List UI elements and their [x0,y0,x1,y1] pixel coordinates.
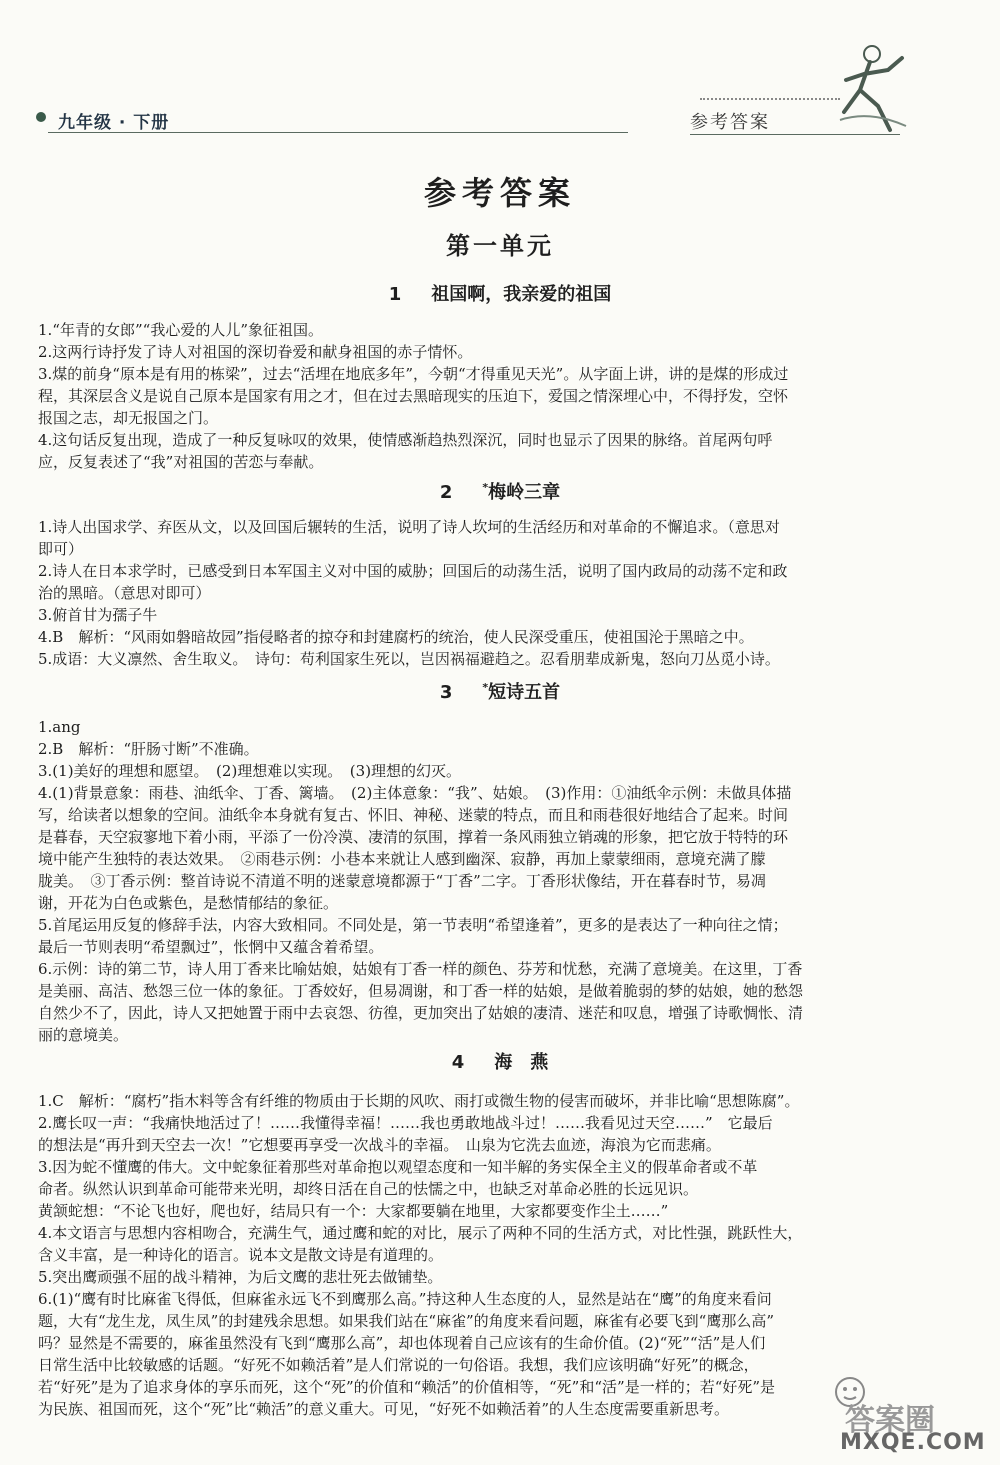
answer-line: 题，大有“龙生龙，凤生凤”的封建残余思想。如果我们站在“麻雀”的角度来看问题，麻雀有必要飞到“鹰那么高” [38,1312,775,1330]
page-header [0,0,1000,150]
answer-line: 自然少不了，因此，诗人又把她置于雨中去哀怨、彷徨，更加突出了姑娘的凄清、迷茫和叹息，增强了诗歌惆怅、清 [38,1004,804,1022]
watermark-logo-text: 答案圈 [845,1403,935,1438]
answer-line: 丽的意境美。 [38,1026,129,1044]
grade-label: 九年级 · 下册 [58,113,170,133]
answer-line: 5.成语：大义凛然、舍生取义。 诗句：苟利国家生死以，岂因祸福避趋之。忍看朋辈成新鬼，怒向刀丛觅小诗。 [38,650,780,668]
answer-line: 吗？显然是不需要的，麻雀虽然没有飞到“鹰那么高”，却也体现着自己应该有的生命价值。(2)“死”“活”是人们 [38,1334,766,1352]
answer-line: 3.因为蛇不懂鹰的伟大。文中蛇象征着那些对革命抱以观望态度和一知半解的务实保全主义的假革命者或不革 [38,1158,758,1176]
section-title-4: 4 海 燕 [451,1052,549,1073]
answer-line: 2.诗人在日本求学时，已感受到日本军国主义对中国的威胁；回国后的动荡生活，说明了国内政局的动荡不定和政 [38,562,788,580]
answer-line: 是暮春，天空寂寥地下着小雨，平添了一份冷漠、凄清的氛围，撑着一条风雨独立销魂的形象，把它放于特特的环 [38,828,789,846]
answer-block-3 [38,716,918,1046]
answer-line: 命者。纵然认识到革命可能带来光明，却终日活在自己的怯懦之中，也缺乏对革命必胜的长远见识。 [38,1180,699,1198]
answer-line: 2.这两行诗抒发了诗人对祖国的深切眷爱和献身祖国的赤子情怀。 [38,343,473,361]
answer-line: 3.煤的前身“原本是有用的栋梁”，过去“活埋在地底多年”，今朝“才得重见天光”。从字面上讲，讲的是煤的形成过 [38,365,789,383]
answer-line: 日常生活中比较敏感的话题。“好死不如赖活着”是人们常说的一句俗语。我想，我们应该明确“好死”的概念， [38,1356,759,1374]
answer-line: 6.(1)“鹰有时比麻雀飞得低，但麻雀永远飞不到鹰那么高。”持这种人生态度的人，显然是站在“鹰”的角度来看问 [38,1290,772,1308]
watermark-url: MXQE.COM [840,1430,986,1455]
answer-line: 3.(1)美好的理想和愿望。 (2)理想难以实现。 (3)理想的幻灭。 [38,762,462,780]
answer-line: 1.ang [38,718,81,736]
answer-line: 的想法是“再升到天空去一次！”它想要再享受一次战斗的幸福。 山泉为它洗去血迹，海浪为它而悲痛。 [38,1136,721,1154]
answer-line: 黄颔蛇想：“不论飞也好，爬也好，结局只有一个：大家都要躺在地里，大家都要变作尘土……” [38,1202,669,1220]
answer-line: 5.首尾运用反复的修辞手法，内容大致相同。不同处是，第一节表明“希望逢着”，更多的是表达了一种向往之情； [38,916,788,934]
answer-line: 4.B 解析：“风雨如磐暗故园”指侵略者的掠夺和封建腐朽的统治，使人民深受重压，使祖国沦于黑暗之中。 [38,628,754,646]
page-title: 参考答案 [423,174,576,212]
answer-line: 程，其深层含义是说自己原本是国家有用之才，但在过去黑暗现实的压迫下，爱国之情深埋心中，不得抒发，空怀 [38,387,789,405]
answer-line: 2.鹰长叹一声：“我痛快地活过了！……我懂得幸福！……我也勇敢地战斗过！……我看见过天空……” 它最后 [38,1114,773,1132]
answer-block-2 [38,516,918,670]
header-rule-left [48,132,628,133]
answer-line: 3.俯首甘为孺子牛 [38,606,158,624]
answer-line: 应，反复表述了“我”对祖国的苦恋与奉献。 [38,453,324,471]
answer-line: 为民族、祖国而死，这个“死”比“赖活”的意义重大。可见，“好死不如赖活着”的人生态度需要重新思考。 [38,1400,730,1418]
answer-line: 2.B 解析：“肝肠寸断”不准确。 [38,740,259,758]
answer-line: 治的黑暗。（意思对即可） [38,584,211,602]
answer-block-1 [38,319,918,473]
header-dotted-rule [700,98,840,100]
answer-line: 写，给读者以想象的空间。油纸伞本身就有复古、怀旧、神秘、迷蒙的特点，而且和雨巷很好地结合了起来。时间 [38,806,789,824]
header-section-label: 参考答案 [690,112,770,133]
section-title-3: 3 *短诗五首 [439,681,561,703]
answer-line: 报国之志，却无报国之门。 [38,409,219,427]
answer-line: 胧美。 ③丁香示例：整首诗说不清道不明的迷蒙意境都源于“丁香”二字。丁香形状像结，开在暮春时节，易凋 [38,872,766,890]
answer-line: 1.“年青的女郎”“我心爱的人儿”象征祖国。 [38,321,323,339]
answer-block-4 [38,1090,918,1420]
answer-line: 6.示例：诗的第二节，诗人用丁香来比喻姑娘，姑娘有丁香一样的颜色、芬芳和忧愁，充满了意境美。在这里，丁香 [38,960,803,978]
answer-line: 含义丰富，是一种诗化的语言。说本文是散文诗是有道理的。 [38,1246,444,1264]
answer-line: 境中能产生独特的表达效果。 ②雨巷示例：小巷本来就让人感到幽深、寂静，再加上蒙蒙细雨，意境充满了朦 [38,850,766,868]
unit-title: 第一单元 [446,231,554,260]
runner-figure-icon [830,40,910,135]
section-title-2: 2 *梅岭三章 [439,481,561,503]
answer-line: 4.本文语言与思想内容相吻合，充满生气，通过鹰和蛇的对比，展示了两种不同的生活方式，对比性强，跳跃性大， [38,1224,803,1242]
answer-line: 4.(1)背景意象：雨巷、油纸伞、丁香、篱墙。 (2)主体意象：“我”、姑娘。 (3)作用：①油纸伞示例：未做具体描 [38,784,792,802]
section-title-1: 1 祖国啊，我亲爱的祖国 [388,284,612,305]
answer-line: 1.C 解析：“腐朽”指木料等含有纤维的物质由于长期的风吹、雨打或微生物的侵害而破坏，并非比喻“思想陈腐”。 [38,1092,800,1110]
answer-line: 1.诗人出国求学、弃医从文，以及回国后辗转的生活，说明了诗人坎坷的生活经历和对革命的不懈追求。（意思对 [38,518,780,536]
answer-line: 若“好死”是为了追求身体的享乐而死，这个“死”的价值和“赖活”的价值相等，“死”和“活”是一样的；若“好死”是 [38,1378,776,1396]
answer-line: 是美丽、高洁、愁怨三位一体的象征。丁香姣好，但易凋谢，和丁香一样的姑娘，是做着脆弱的梦的姑娘，她的愁怨 [38,982,804,1000]
answer-line: 5.突出鹰顽强不屈的战斗精神，为后文鹰的悲壮死去做铺垫。 [38,1268,443,1286]
answer-line: 即可） [38,540,84,558]
answer-line: 最后一节则表明“希望飘过”，怅惘中又蕴含着希望。 [38,938,384,956]
answer-line: 4.这句话反复出现，造成了一种反复咏叹的效果，使情感渐趋热烈深沉，同时也显示了因果的脉络。首尾两句呼 [38,431,773,449]
answer-line: 谢，开花为白色或紫色，是愁情郁结的象征。 [38,894,339,912]
